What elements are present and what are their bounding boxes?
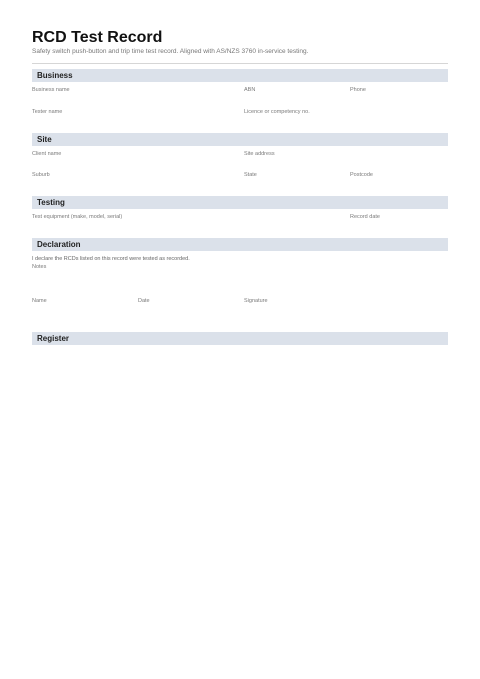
client-name-label: Client name — [32, 151, 62, 157]
phone-label: Phone — [350, 87, 366, 93]
abn-label: ABN — [244, 87, 256, 93]
section-testing-header — [32, 196, 448, 209]
section-site-title: Site — [37, 134, 52, 144]
section-declaration-title: Declaration — [37, 239, 81, 249]
page-title: RCD Test Record — [32, 29, 163, 46]
section-testing-title: Testing — [37, 197, 65, 207]
notes-label: Notes — [32, 264, 47, 270]
section-business-header — [32, 69, 448, 82]
site-address-label: Site address — [244, 151, 275, 157]
section-declaration-header — [32, 238, 448, 251]
section-register-title: Register — [37, 333, 70, 343]
page-subtitle: Safety switch push-button and trip time test record. Aligned with AS/NZS 3760 in-service testing. — [32, 48, 309, 55]
state-label: State — [244, 172, 257, 178]
test-equipment-label: Test equipment (make, model, serial) — [32, 214, 123, 220]
declaration-statement: I declare the RCDs listed on this record were tested as recorded. — [32, 256, 190, 262]
section-site-header — [32, 133, 448, 146]
declaration-date-label: Date — [138, 298, 150, 304]
declaration-name-label: Name — [32, 298, 47, 304]
tester-name-label: Tester name — [32, 109, 63, 115]
signature-label: Signature — [244, 298, 268, 304]
record-date-label: Record date — [350, 214, 380, 220]
suburb-label: Suburb — [32, 172, 50, 178]
business-name-label: Business name — [32, 87, 70, 93]
section-business-title: Business — [37, 70, 73, 80]
licence-label: Licence or competency no. — [244, 109, 310, 115]
header-divider — [32, 63, 448, 64]
postcode-label: Postcode — [350, 172, 373, 178]
section-register-header — [32, 332, 448, 345]
